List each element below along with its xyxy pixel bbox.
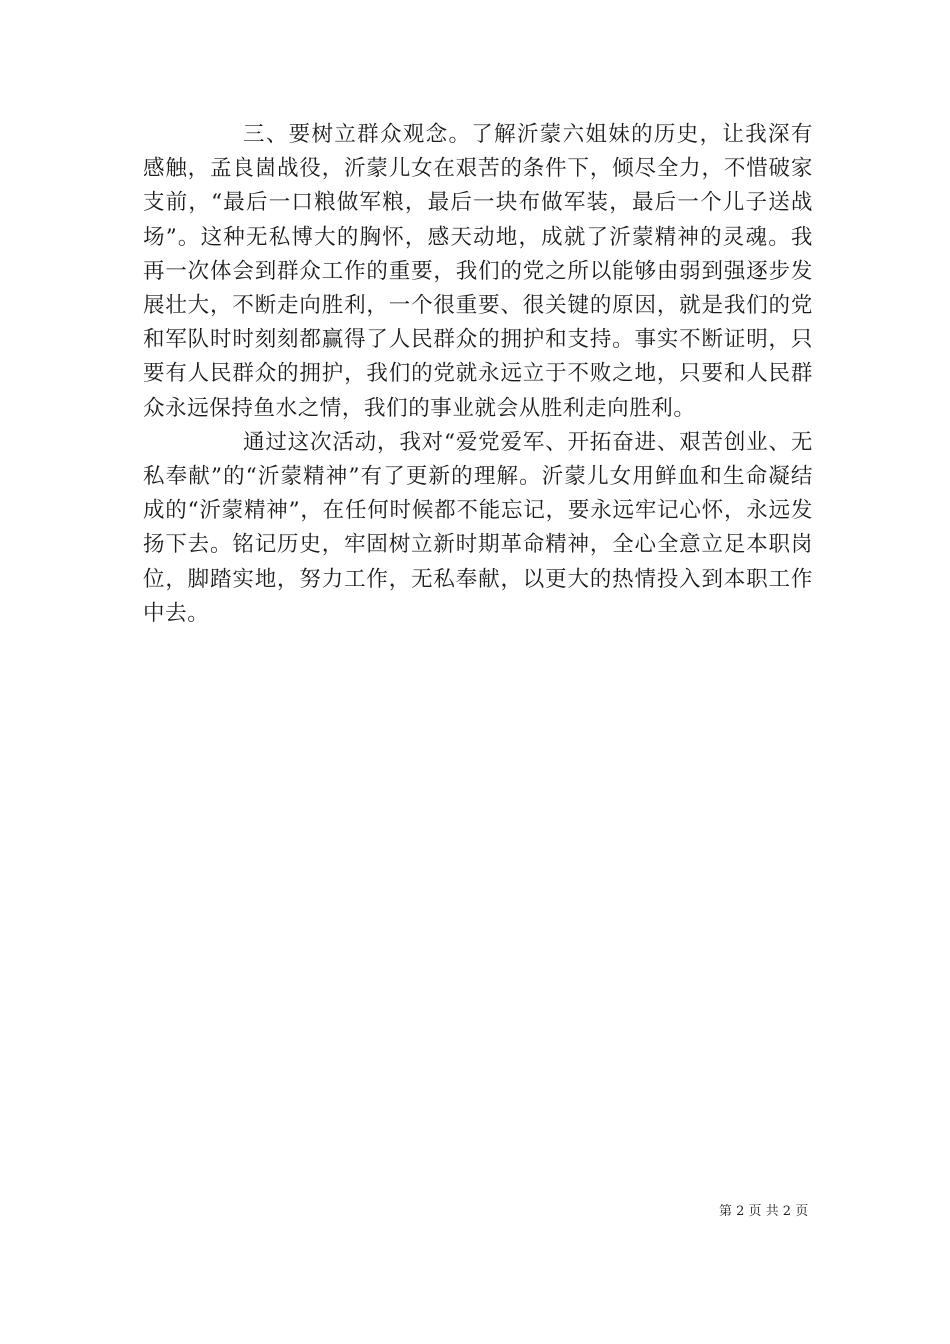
paragraph-conclusion: 通过这次活动，我对“爱党爱军、开拓奋进、艰苦创业、无私奉献”的“沂蒙精神”有了更新的理解。沂蒙儿女用鲜血和生命凝结成的“沂蒙精神”，在任何时候都不能忘记，要永远牢记心怀，永远发扬下去。铭记历史，牢固树立新时期革命精神，全心全意立足本职岗位，脚踏实地，努力工作，无私奉献，以更大的热情投入到本职工作中去。 xyxy=(143,429,813,626)
paragraph-mass-viewpoint: 三、要树立群众观念。了解沂蒙六姐妹的历史，让我深有感触，孟良崮战役，沂蒙儿女在艰苦的条件下，倾尽全力，不惜破家支前，“最后一口粮做军粮，最后一块布做军装，最后一个儿子送战场”。这种无私博大的胸怀，感天动地，成就了沂蒙精神的灵魂。我再一次体会到群众工作的重要，我们的党之所以能够由弱到强逐步发展壮大，不断走向胜利，一个很重要、很关键的原因，就是我们的党和军队时时刻刻都赢得了人民群众的拥护和支持。事实不断证明，只要有人民群众的拥护，我们的党就永远立于不败之地，只要和人民群众永远保持鱼水之情，我们的事业就会从胜利走向胜利。 xyxy=(143,122,813,421)
page-footer: 第 2 页 共 2 页 xyxy=(719,1204,809,1219)
document-body xyxy=(143,118,813,631)
